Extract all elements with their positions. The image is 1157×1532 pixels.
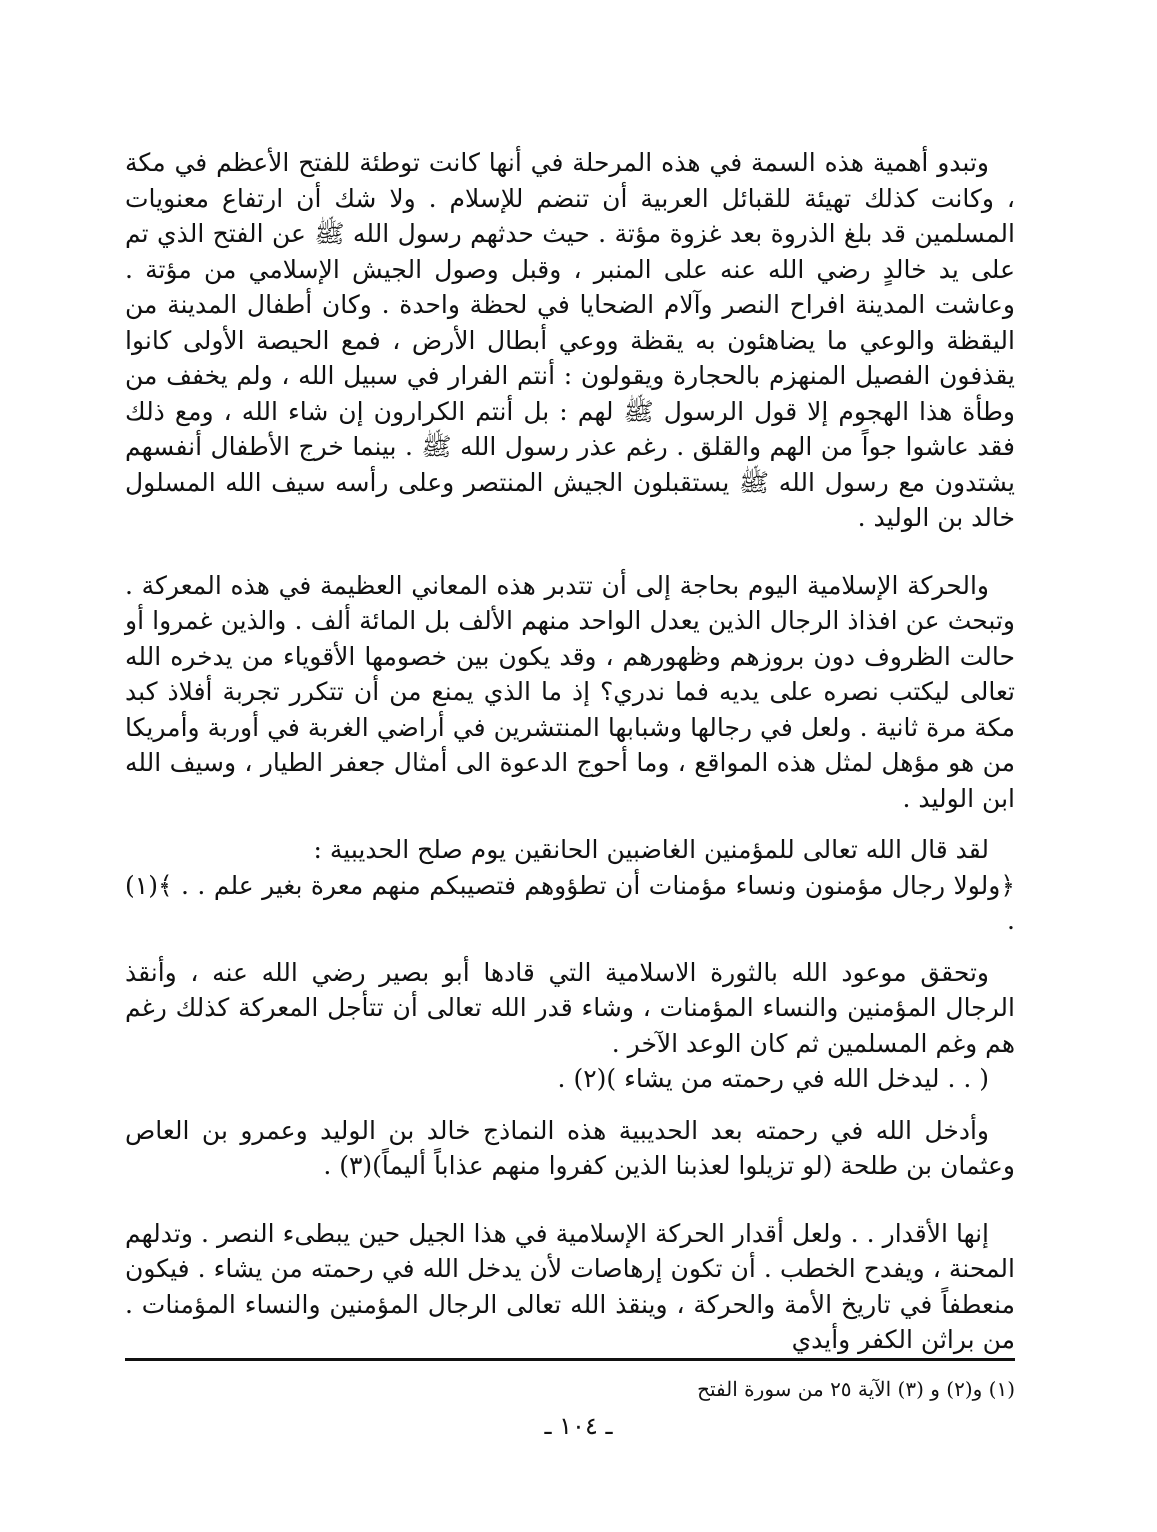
page-body <box>125 145 1015 1358</box>
paragraph-3: لقد قال الله تعالى للمؤمنين الغاضبين الحانقين يوم صلح الحديبية : <box>313 835 989 864</box>
page-number: ـ ١٠٤ ـ <box>544 1412 613 1440</box>
paragraph-1: وتبدو أهمية هذه السمة في هذه المرحلة في أنها كانت توطئة للفتح الأعظم في مكة ، وكانت كذلك تهيئة للقبائل العربية أن تنضم للإسلام . ولا شك أن ارتفاع معنويات المسلمين قد بلغ الذروة بعد غزوة مؤتة . حيث حدثهم رسول الله ﷺ عن الفتح الذي تم على يد خالدٍ رضي الله عنه على المنبر ، وقبل وصول الجيش الإسلامي من مؤتة . وعاشت المدينة افراح النصر وآلام الضحايا في لحظة واحدة . وكان أطفال المدينة من اليقظة والوعي ما يضاهئون به يقظة ووعي أبطال الأرض ، فمع الحيصة الأولى كانوا يقذفون الفصيل المنهزم بالحجارة ويقولون : أنتم الفرار في سبيل الله ، ولم يخفف من وطأة هذا الهجوم إلا قول الرسول ﷺ لهم : بل أنتم الكرارون إن شاء الله ، ومع ذلك فقد عاشوا جواً من الهم والقلق . رغم عذر رسول الله ﷺ . بينما خرج الأطفال أنفسهم يشتدون مع رسول الله ﷺ يستقبلون الجيش المنتصر وعلى رأسه سيف الله المسلول خالد بن الوليد . <box>125 148 1015 532</box>
quran-quote-1: ﴿ولولا رجال مؤمنون ونساء مؤمنات أن تطؤوهم فتصيبكم منهم معرة بغير علم . . ﴾(١) . <box>125 870 1015 935</box>
quran-quote-2: ( . . ليدخل الله في رحمته من يشاء )(٢) . <box>557 1064 989 1093</box>
paragraph-2: والحركة الإسلامية اليوم بحاجة إلى أن تتدبر هذه المعاني العظيمة في هذه المعركة . وتبحث عن افذاذ الرجال الذين يعدل الواحد منهم الألف بل المائة ألف . والذين غمروا أو حالت الظروف دون بروزهم وظهورهم ، وقد يكون بين خصومها الأقوياء من يدخره الله تعالى ليكتب نصره على يديه فما ندري؟ إذ ما الذي يمنع من أن تتكرر تجربة أفلاذ كبد مكة مرة ثانية . ولعل في رجالها وشبابها المنتشرين في أراضي الغربة في أوربة وأمريكا من هو مؤهل لمثل هذه المواقع ، وما أحوج الدعوة الى أمثال جعفر الطيار ، وسيف الله ابن الوليد . <box>125 570 1015 813</box>
paragraph-5: وأدخل الله في رحمته بعد الحديبية هذه النماذج خالد بن الوليد وعمرو بن العاص وعثمان بن طلحة (لو تزيلوا لعذبنا الذين كفروا منهم عذاباً أليماً)(٣) . <box>125 1115 1015 1180</box>
paragraph-4: وتحقق موعود الله بالثورة الاسلامية التي قادها أبو بصير رضي الله عنه ، وأنقذ الرجال المؤمنين والنساء المؤمنات ، وشاء قدر الله تعالى أن تتأجل المعركة كذلك رغم هم وغم المسلمين ثم كان الوعد الآخر . <box>125 957 1015 1058</box>
paragraph-6: إنها الأقدار . . ولعل أقدار الحركة الإسلامية في هذا الجيل حين يبطىء النصر . وتدلهم المحنة ، ويفدح الخطب . أن تكون إرهاصات لأن يدخل الله في رحمته من يشاء . فيكون منعطفاً في تاريخ الأمة والحركة ، وينقذ الله تعالى الرجال المؤمنين والنساء المؤمنات . من براثن الكفر وأيدي <box>125 1218 1015 1354</box>
footnote: (١) و(٢) و (٣) الآية ٢٥ من سورة الفتح <box>697 1377 1015 1401</box>
footnote-divider <box>125 1358 1015 1361</box>
